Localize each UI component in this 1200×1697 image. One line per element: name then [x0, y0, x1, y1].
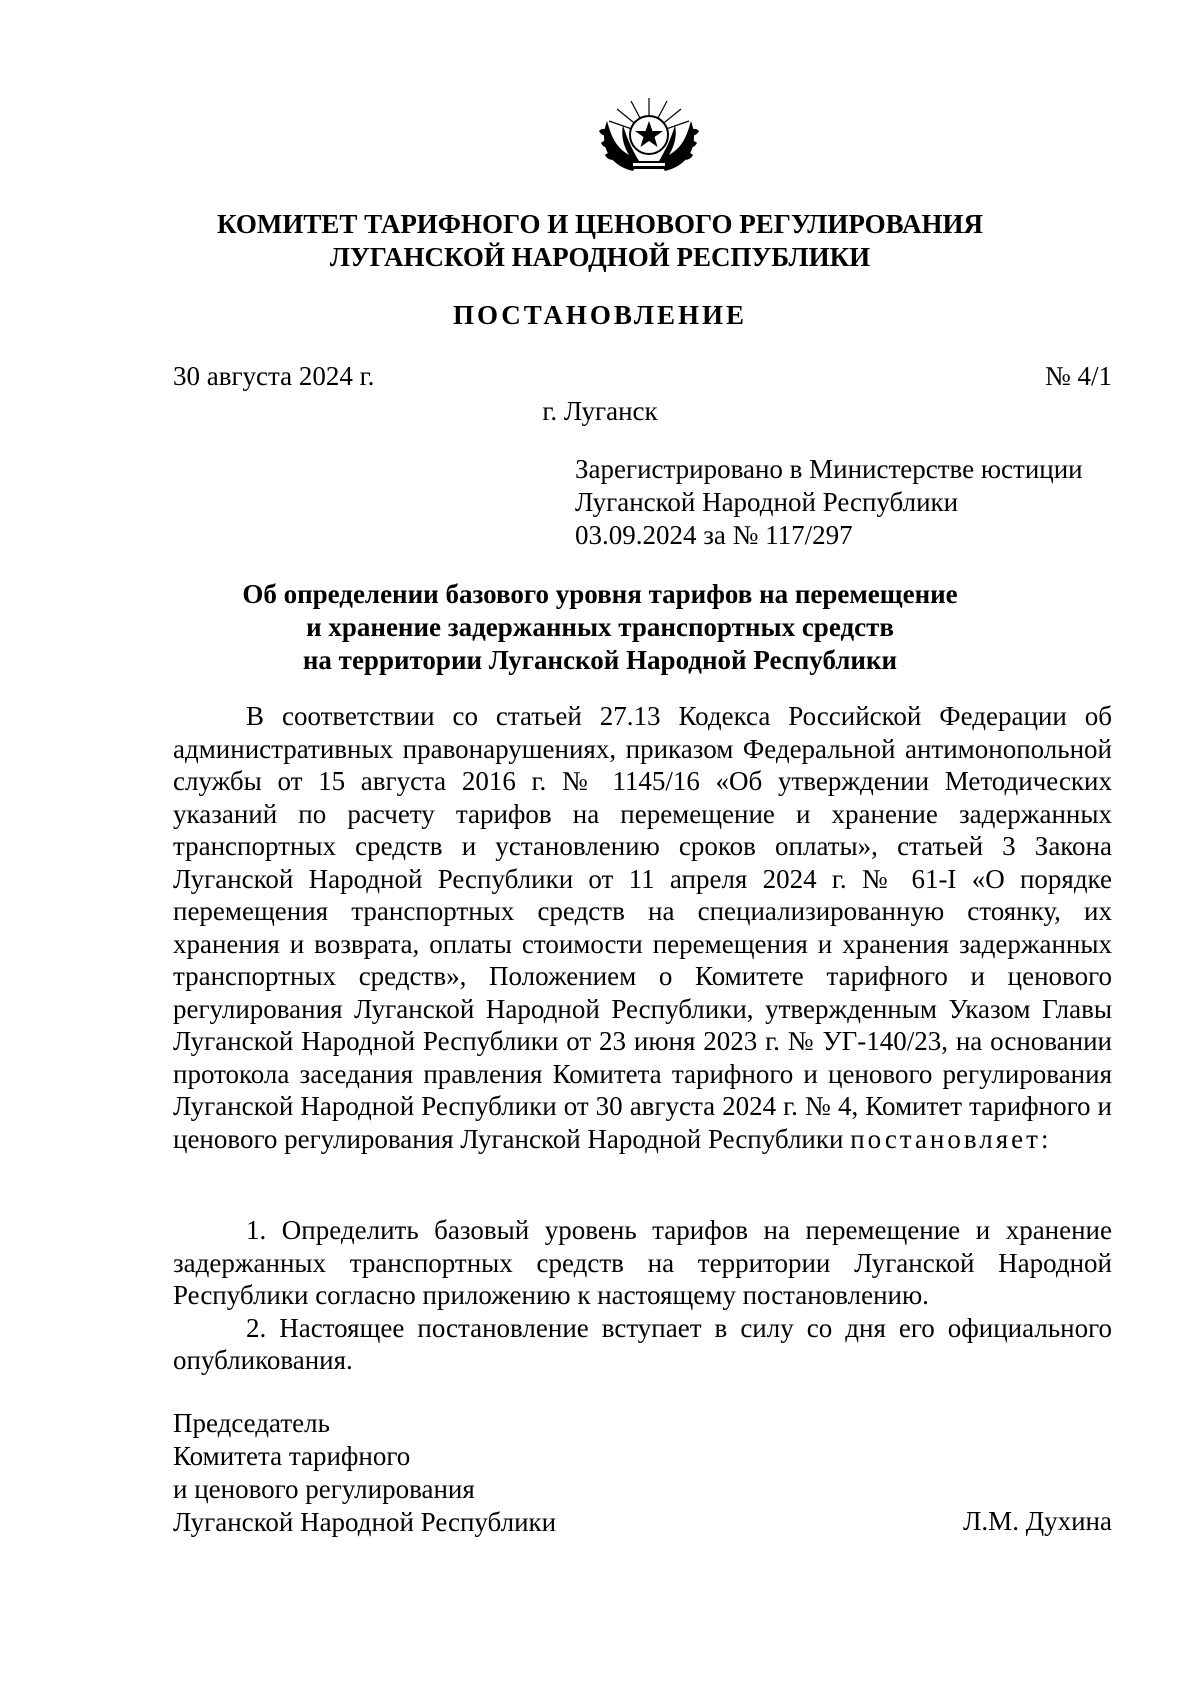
signatory-name: Л.М. Духина: [963, 1506, 1112, 1536]
signatory-line-1: Председатель: [173, 1408, 330, 1438]
operative-items: [173, 1214, 1112, 1377]
organization-name: [0, 208, 1200, 274]
registration-line-1: Зарегистрировано в Министерстве юстиции: [575, 454, 1083, 484]
signatory-line-3: и ценового регулирования: [173, 1474, 475, 1504]
title-line-1: Об определении базового уровня тарифов на перемещение: [242, 579, 958, 609]
document-city: г. Луганск: [542, 396, 658, 426]
list-item: 1. Определить базовый уровень тарифов на перемещение и хранение задержанных транспортных средств на территории Луганской Народной Республики согласно приложению к настоящему постановлению.: [173, 1215, 1112, 1310]
title-line-3: на территории Луганской Народной Республики: [302, 645, 898, 675]
document-title: [0, 578, 1200, 677]
decree-word: постановляет:: [850, 1123, 1052, 1154]
document-number: № 4/1: [1044, 361, 1112, 391]
lpr-coat-of-arms-icon: [593, 95, 705, 177]
list-item: 2. Настоящее постановление вступает в силу со дня его официального опубликования.: [173, 1312, 1112, 1375]
org-line-1: КОМИТЕТ ТАРИФНОГО И ЦЕНОВОГО РЕГУЛИРОВАНИЯ: [216, 209, 983, 239]
registration-note: [575, 453, 1083, 552]
preamble-paragraph: [173, 700, 1112, 1155]
document-date: 30 августа 2024 г.: [173, 361, 375, 391]
title-line-2: и хранение задержанных транспортных средств: [306, 612, 894, 642]
signatory-line-4: Луганской Народной Республики: [173, 1507, 557, 1537]
registration-line-3: 03.09.2024 за № 117/297: [575, 520, 853, 550]
org-line-2: ЛУГАНСКОЙ НАРОДНОЙ РЕСПУБЛИКИ: [329, 242, 871, 272]
registration-line-2: Луганской Народной Республики: [575, 487, 959, 517]
signatory-line-2: Комитета тарифного: [173, 1441, 411, 1471]
signatory-position: [173, 1407, 556, 1539]
preamble-text: В соответствии со статьей 27.13 Кодекса Российской Федерации об административных правонарушениях, приказом Федеральной антимонопольной службы от 15 августа 2016 г. № 1145/16 «Об утверждении Методических указаний по расчету тарифов на перемещение и хранение задержанных транспортных средств и установлению сроков оплаты», статьей 3 Закона Луганской Народной Республики от 11 апреля 2024 г. № 61-I «О порядке перемещения транспортных средств на специализированную стоянку, их хранения и возврата, оплаты стоимости перемещения и хранения задержанных транспортных средств», Положением о Комитете тарифного и ценового регулирования Луганской Народной Республики, утвержденным Указом Главы Луганской Народной Республики от 23 июня 2023 г. № УГ-140/23, на основании протокола заседания правления Комитета тарифного и ценового регулирования Луганской Народной Республики от 30 августа 2024 г. № 4, Комитет тарифного и ценового регулирования Луганской Народной Республики: [173, 701, 1112, 1154]
document-type: ПОСТАНОВЛЕНИЕ: [452, 300, 748, 330]
